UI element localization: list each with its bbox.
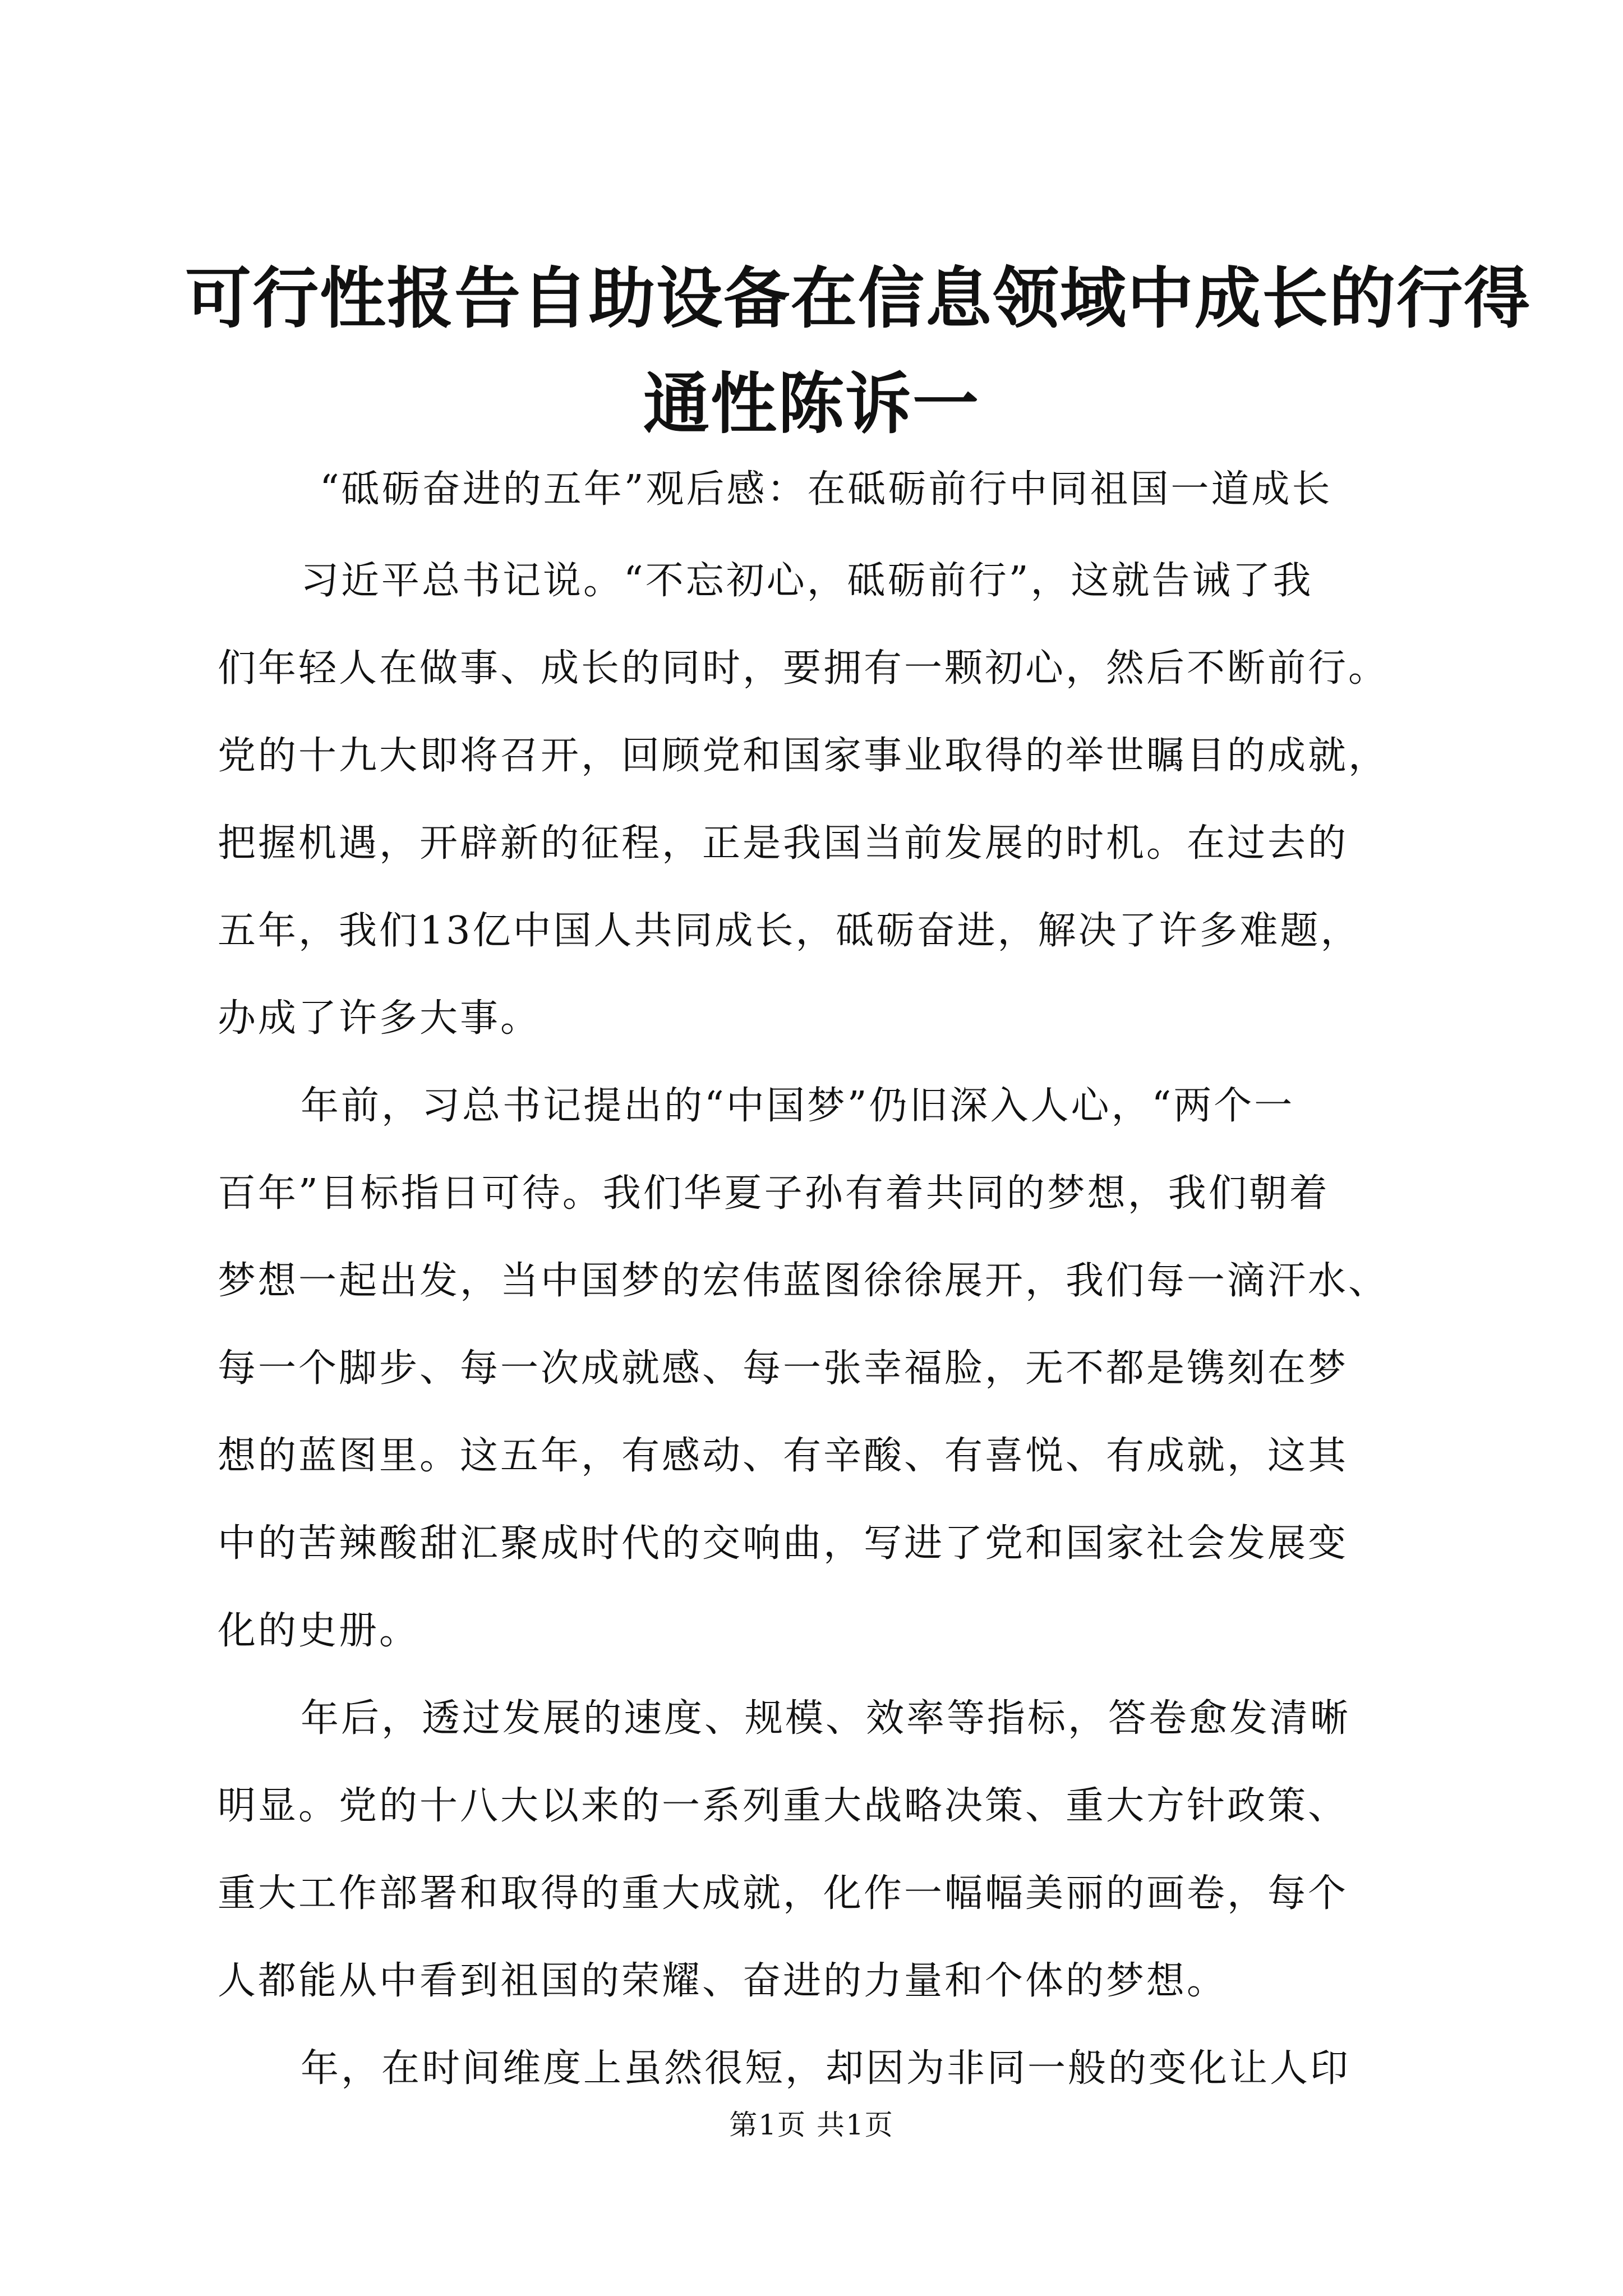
paragraph-line: 年后，透过发展的速度、规模、效率等指标，答卷愈发清晰 <box>301 1696 1351 1741</box>
title-line: 通性陈诉一 <box>643 365 980 443</box>
paragraph-line: 们年轻人在做事、成长的同时，要拥有一颗初心，然后不断前行。 <box>218 646 1389 691</box>
paragraph-line: 中的苦辣酸甜汇聚成时代的交响曲，写进了党和国家社会发展变 <box>218 1521 1349 1566</box>
paragraph-line: 人都能从中看到祖国的荣耀、奋进的力量和个体的梦想。 <box>218 1959 1228 2003</box>
paragraph-line: 明显。党的十八大以来的一系列重大战略决策、重大方针政策、 <box>218 1784 1349 1828</box>
paragraph-line: 化的史册。 <box>218 1609 420 1653</box>
paragraph <box>218 2025 1407 2113</box>
paragraph-line: 百年”目标指日可待。我们华夏子孙有着共同的梦想，我们朝着 <box>218 1171 1330 1216</box>
document-title <box>185 246 1532 457</box>
paragraph-line: 年前，习总书记提出的“中国梦”仍旧深入人心，“两个一 <box>301 1084 1295 1128</box>
document-body <box>218 537 1407 2113</box>
paragraph-line: 习近平总书记说。“不忘初心，砥砺前行”，这就告诫了我 <box>301 559 1313 603</box>
page-footer: 第1页 共1页 <box>729 2109 894 2141</box>
paragraph-line: 每一个脚步、每一次成就感、每一张幸福脸，无不都是镌刻在梦 <box>218 1346 1349 1391</box>
paragraph <box>218 1675 1407 2025</box>
document-subtitle: “砥砺奋进的五年”观后感：在砥砺前行中同祖国一道成长 <box>320 467 1332 512</box>
paragraph-line: 办成了许多大事。 <box>218 996 541 1041</box>
paragraph-line: 五年，我们13亿中国人共同成长，砥砺奋进，解决了许多难题， <box>218 909 1361 953</box>
paragraph-line: 梦想一起出发，当中国梦的宏伟蓝图徐徐展开，我们每一滴汗水、 <box>218 1259 1389 1303</box>
paragraph-line: 想的蓝图里。这五年，有感动、有辛酸、有喜悦、有成就，这其 <box>218 1434 1349 1478</box>
paragraph <box>218 1062 1407 1675</box>
paragraph-line: 重大工作部署和取得的重大成就，化作一幅幅美丽的画卷，每个 <box>218 1871 1349 1916</box>
title-line: 可行性报告自助设备在信息领域中成长的行得 <box>185 259 1532 337</box>
paragraph-line: 把握机遇，开辟新的征程，正是我国当前发展的时机。在过去的 <box>218 821 1349 866</box>
paragraph <box>218 537 1407 1062</box>
paragraph-line: 年，在时间维度上虽然很短，却因为非同一般的变化让人印 <box>301 2046 1351 2091</box>
paragraph-line: 党的十九大即将召开，回顾党和国家事业取得的举世瞩目的成就， <box>218 734 1389 778</box>
